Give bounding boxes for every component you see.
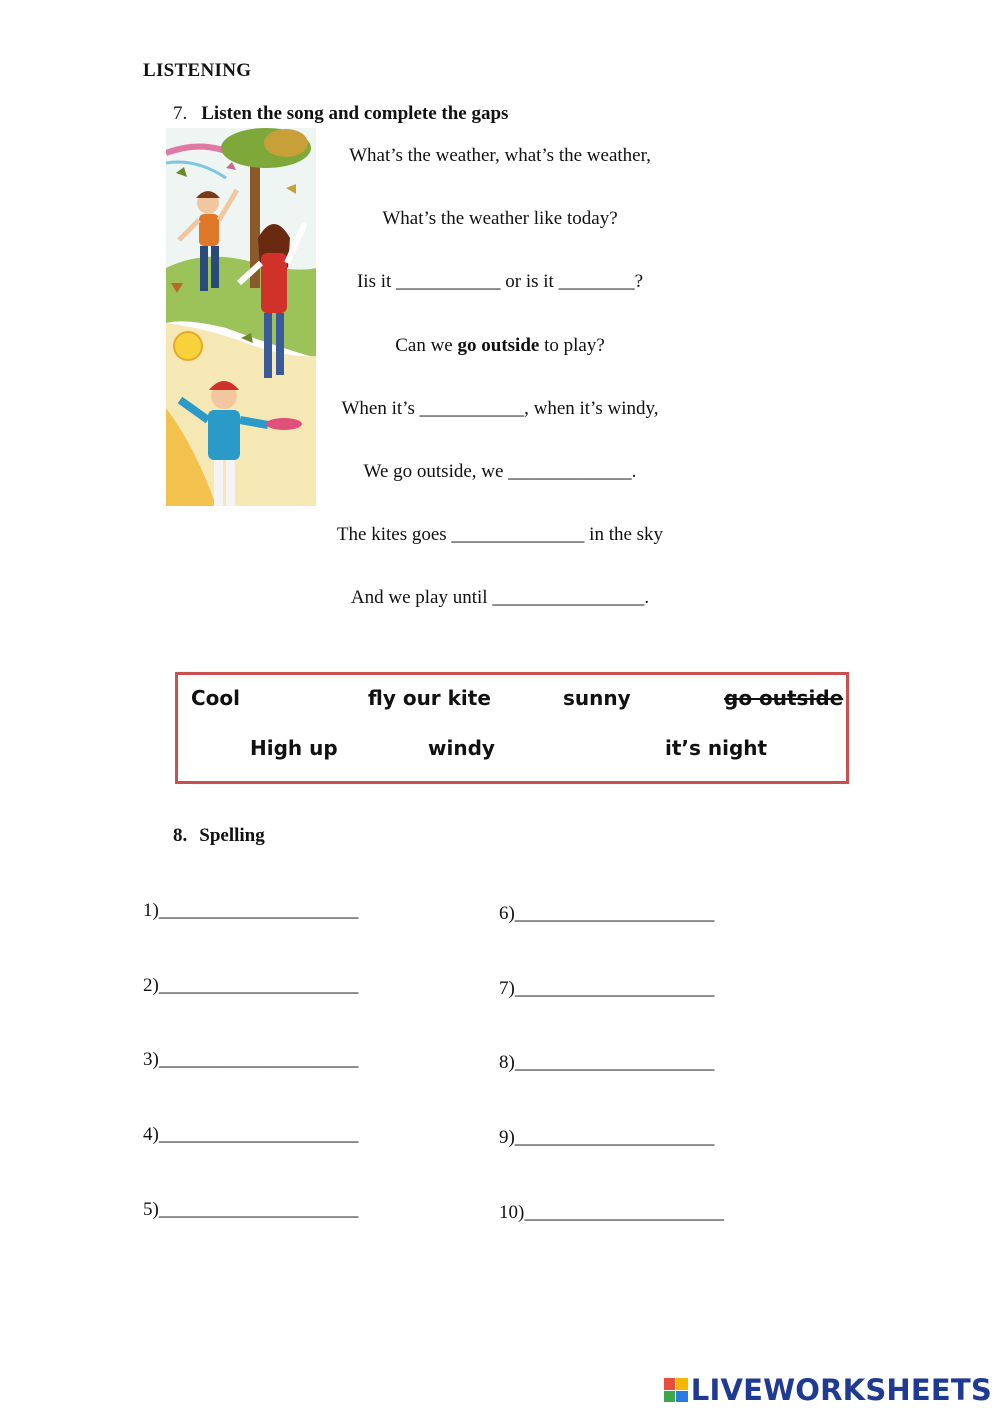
liveworksheets-logo-text: LIVEWORKSHEETS	[690, 1373, 992, 1407]
spelling-answer-line[interactable]: 4)_____________________	[143, 1124, 359, 1145]
spelling-answer-line[interactable]: 7)_____________________	[499, 978, 715, 999]
spelling-answer-line[interactable]: 6)_____________________	[499, 903, 715, 924]
question-7-number: 7.	[173, 103, 188, 124]
song-line-4: Can we go outside to play?	[395, 335, 605, 356]
question-8-number: 8.	[173, 825, 188, 846]
spelling-answer-line[interactable]: 10)_____________________	[499, 1202, 724, 1223]
question-7-header	[173, 103, 508, 125]
word-bank-item: Cool	[191, 686, 241, 710]
question-8-header	[173, 825, 265, 847]
question-8-title: Spelling	[199, 825, 265, 846]
liveworksheets-logo-icon	[664, 1378, 688, 1402]
song-line-1: What’s the weather, what’s the weather,	[349, 145, 651, 166]
spelling-answer-line[interactable]: 5)_____________________	[143, 1199, 359, 1220]
word-bank-item: windy	[428, 736, 495, 760]
song-line-8: And we play until ________________.	[350, 587, 650, 608]
liveworksheets-logo	[664, 1373, 992, 1407]
spelling-answer-line[interactable]: 9)_____________________	[499, 1127, 715, 1148]
song-line-2: What’s the weather like today?	[382, 208, 618, 229]
word-bank-item: it’s night	[665, 736, 768, 760]
spelling-answer-line[interactable]: 8)_____________________	[499, 1052, 715, 1073]
song-line-7: The kites goes ______________ in the sky	[336, 524, 664, 545]
spelling-answer-line[interactable]: 3)_____________________	[143, 1049, 359, 1070]
word-bank-item-used: go outside	[724, 686, 844, 710]
word-bank-item: High up	[250, 736, 338, 760]
spelling-answer-line[interactable]: 2)_____________________	[143, 975, 359, 996]
word-bank-item: fly our kite	[368, 686, 491, 710]
song-line-6: We go outside, we _____________.	[363, 461, 637, 482]
question-7-title: Listen the song and complete the gaps	[201, 103, 509, 124]
song-line-3: Iis it ___________ or is it ________?	[356, 271, 644, 292]
word-bank-box	[175, 672, 849, 784]
spelling-answer-line[interactable]: 1)_____________________	[143, 900, 359, 921]
word-bank-item: sunny	[563, 686, 631, 710]
song-line-4-bold: go outside	[457, 335, 540, 356]
section-title: LISTENING	[143, 60, 252, 81]
song-line-5: When it’s ___________, when it’s windy,	[341, 398, 659, 419]
kids-playing-illustration	[166, 128, 316, 506]
